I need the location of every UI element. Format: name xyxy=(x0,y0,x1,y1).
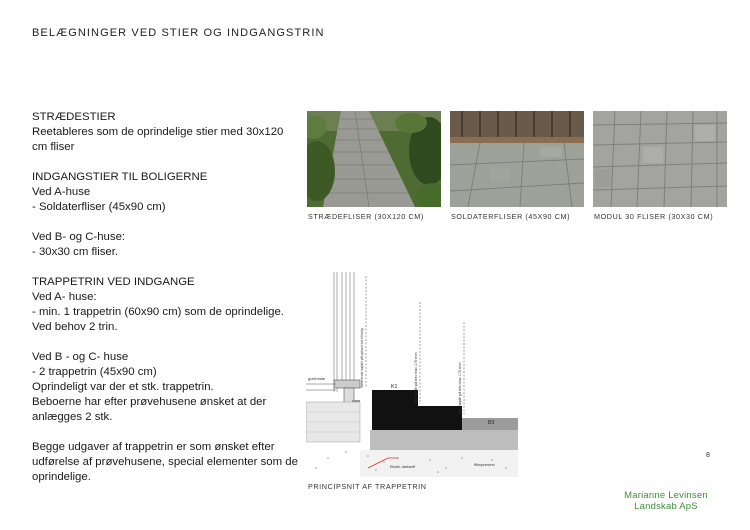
label-b3: B3 xyxy=(488,420,495,426)
indgang-heading: INDGANGSTIER TIL BOLIGERNE xyxy=(32,171,208,183)
section-caption: PRINCIPSNIT AF TRAPPETRIN xyxy=(308,482,427,491)
trappe-a-block xyxy=(32,275,302,335)
trappe-bc-block xyxy=(32,350,302,425)
straedestier-heading: STRÆDESTIER xyxy=(32,111,116,123)
label-gulvhoide: gulvhöide xyxy=(308,376,326,381)
photo-caption: MODUL 30 FLISER (30X30 CM) xyxy=(594,212,714,221)
straedestier-line: cm fliser xyxy=(32,141,75,153)
photo-caption: SOLDATERFLISER (45X90 CM) xyxy=(451,212,571,221)
indgang-bc-item: - 30x30 cm fliser. xyxy=(32,246,119,258)
label-vertical-mid: Var. højde på trin max 170 mm xyxy=(414,352,418,404)
trappe-bc-label: Ved B - og C- huse xyxy=(32,351,129,363)
trappe-bc-line: Oprindeligt var der et stk. trappetrin. xyxy=(32,381,214,393)
trappe-bc-line: anlægges 2 stk. xyxy=(32,411,113,423)
closing-line: oprindelige. xyxy=(32,471,91,483)
label-k1: K1 xyxy=(391,384,398,390)
indgang-a-block xyxy=(32,170,302,215)
closing-line: Begge udgaver af trappetrin er som ønsket efter xyxy=(32,441,275,453)
photo-soldaterfliser xyxy=(450,111,584,207)
trappe-a-note: Ved behov 2 trin. xyxy=(32,321,118,333)
closing-block xyxy=(32,440,302,485)
indgang-a-label: Ved A-huse xyxy=(32,186,91,198)
company-logo xyxy=(616,490,716,512)
indgang-bc-block xyxy=(32,230,302,260)
trappe-bc-line: Beboerne har efter prøvehusene ønsket at der xyxy=(32,396,267,408)
indgang-bc-label: Ved B- og C-huse: xyxy=(32,231,126,243)
closing-line: udførelse af prøvehusene, special elementer som de xyxy=(32,456,298,468)
section-drawing xyxy=(306,272,518,477)
trappe-a-item: - min. 1 trappetrin (60x90 cm) som de oprindelige. xyxy=(32,306,284,318)
straedestier-line: Reetableres som de oprindelige stier med 30x120 xyxy=(32,126,284,138)
photo-straedefliser xyxy=(307,111,441,207)
logo-line2: Landskab ApS xyxy=(634,501,698,512)
label-vertical-right: Var. højde på trin max 170 mm xyxy=(458,362,462,414)
label-bottom-left: Eksist. dørkarm xyxy=(390,465,415,469)
photo-caption: STRÆDEFLISER (30X120 CM) xyxy=(308,212,424,221)
page-number: 8 xyxy=(706,452,710,459)
logo-line1: Marianne Levinsen xyxy=(624,490,708,501)
photo-modul30-fliser xyxy=(593,111,727,207)
indgang-a-item: - Soldaterfliser (45x90 cm) xyxy=(32,201,166,213)
label-vertical-left: Varierende højder på opkant ind til bolig xyxy=(360,328,364,388)
description-text xyxy=(32,110,302,485)
trappe-heading: TRAPPETRIN VED INDGANGE xyxy=(32,276,195,288)
trappe-a-label: Ved A- huse: xyxy=(32,291,97,303)
label-bottom-right: Komprimeret xyxy=(474,463,495,467)
straedestier-block xyxy=(32,110,302,155)
page-title: BELÆGNINGER VED STIER OG INDGANGSTRIN xyxy=(32,27,325,39)
trappe-bc-item: - 2 trappetrin (45x90 cm) xyxy=(32,366,157,378)
